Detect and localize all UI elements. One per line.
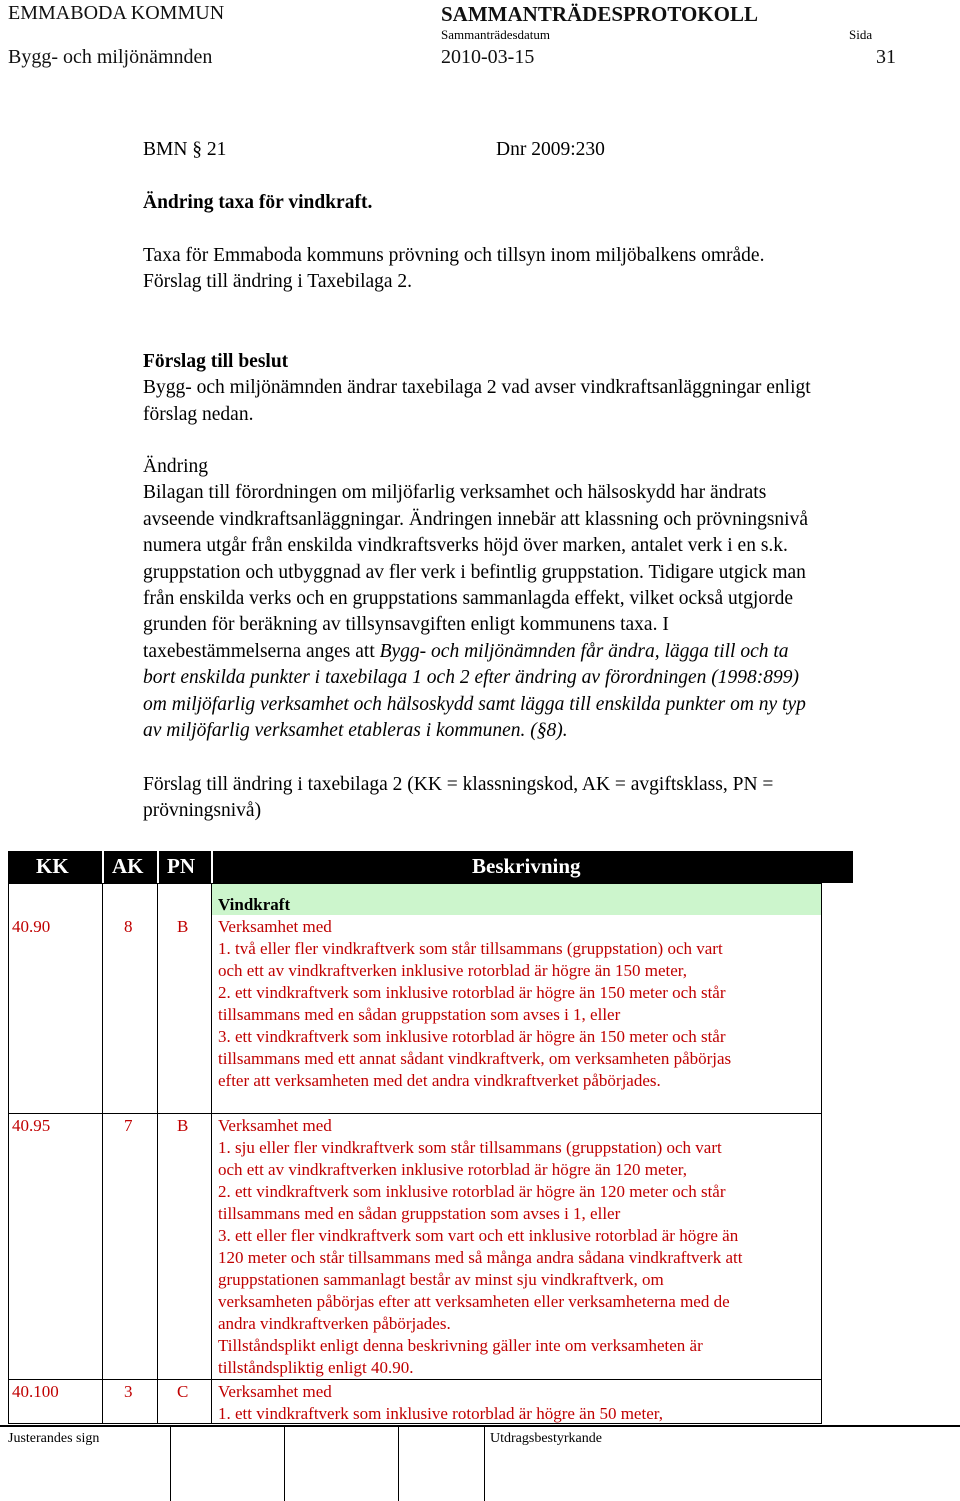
change-italic-line: om miljöfarlig verksamhet och hälsoskydd samt lägga till enskilda punkter om ny typ bbox=[143, 693, 806, 715]
row-lead: Verksamhet med bbox=[218, 1116, 332, 1135]
row-line: Tillståndsplikt enligt denna beskrivning gäller inte om verksamheten är bbox=[218, 1336, 703, 1355]
committee-name: Bygg- och miljönämnden bbox=[8, 46, 213, 68]
case-title: Ändring taxa för vindkraft. bbox=[143, 192, 373, 213]
intro-line: Förslag till ändring i Taxebilaga 2. bbox=[143, 271, 413, 293]
table-intro bbox=[143, 772, 943, 825]
change-section bbox=[143, 454, 943, 744]
row-lead: Verksamhet med bbox=[218, 1382, 332, 1401]
header-divider bbox=[102, 851, 104, 883]
row-line: andra vindkraftverken påbörjades. bbox=[218, 1314, 451, 1333]
fee-table bbox=[8, 883, 822, 1424]
change-line: Bilagan till förordningen om miljöfarlig verksamhet och hälsoskydd har ändrats bbox=[143, 482, 767, 504]
header-desc: Beskrivning bbox=[472, 854, 581, 878]
table-intro-line: Förslag till ändring i taxebilaga 2 (KK = klassningskod, AK = avgiftsklass, PN = bbox=[143, 774, 774, 795]
header-ak: AK bbox=[112, 854, 144, 878]
row-description bbox=[218, 1381, 818, 1425]
row-kk: 40.90 bbox=[12, 917, 51, 936]
row-pn: B bbox=[177, 917, 189, 936]
row-kk: 40.100 bbox=[12, 1382, 59, 1401]
row-line: tillsammans med ett annat sådant vindkraftverk, om verksamheten påbörjas bbox=[218, 1049, 732, 1068]
row-ak: 8 bbox=[124, 917, 133, 936]
row-lead: Verksamhet med bbox=[218, 917, 332, 936]
row-line: och ett av vindkraftverken inklusive rotorblad är högre än 120 meter, bbox=[218, 1160, 688, 1179]
row-pn: C bbox=[177, 1382, 189, 1401]
row-line: 3. ett eller fler vindkraftverk som vart och ett inklusive rotorblad är högre än bbox=[218, 1226, 739, 1245]
case-intro bbox=[143, 243, 943, 296]
change-line: grunden för beräkning av tillsynsavgiften enligt kommunens taxa. I bbox=[143, 614, 669, 636]
date-label: Sammanträdesdatum bbox=[441, 27, 551, 42]
footer-divider bbox=[484, 1427, 485, 1501]
header-divider bbox=[157, 851, 159, 883]
footer-sign-label: Justerandes sign bbox=[8, 1431, 100, 1446]
footer-divider bbox=[170, 1427, 171, 1501]
row-line: tillståndspliktig enligt 40.90. bbox=[218, 1358, 414, 1377]
change-line: gruppstation och utbyggnad av fler verk i befintlig gruppstation. Tidigare utgick man bbox=[143, 561, 806, 583]
row-line: tillsammans med en sådan gruppstation som avses i 1, eller bbox=[218, 1204, 621, 1223]
change-line: från enskilda verks och en gruppstations sammanlagda effekt, vilket också utgjorde bbox=[143, 588, 793, 610]
row-line: verksamheten påbörjas efter att verksamheten eller verksamheterna med de bbox=[218, 1292, 730, 1311]
footer-cert-label: Utdragsbestyrkande bbox=[490, 1431, 602, 1446]
grid-line bbox=[211, 883, 212, 1424]
section-title: Vindkraft bbox=[218, 895, 291, 914]
header-divider bbox=[211, 851, 213, 883]
row-line: 3. ett vindkraftverk som inklusive rotorblad är högre än 150 meter och står bbox=[218, 1027, 726, 1046]
row-line: tillsammans med en sådan gruppstation som avses i 1, eller bbox=[218, 1005, 621, 1024]
section-row-bg bbox=[211, 883, 822, 915]
footer-divider bbox=[284, 1427, 285, 1501]
change-italic-line: av miljöfarlig verksamhet etableras i kommunen. (§8). bbox=[143, 720, 568, 742]
change-italic-line: bort enskilda punkter i taxebilaga 1 och 2 efter ändring av förordningen (1998:899) bbox=[143, 667, 800, 689]
change-line: avseende vindkraftsanläggningar. Ändringen innebär att klassning och prövningsnivå bbox=[143, 508, 808, 530]
proposal-line: förslag nedan. bbox=[143, 403, 254, 425]
row-line: efter att verksamheten med det andra vindkraftverket påbörjades. bbox=[218, 1071, 661, 1090]
header-pn: PN bbox=[167, 854, 195, 878]
org-name: EMMABODA KOMMUN bbox=[8, 2, 225, 24]
proposal-section bbox=[143, 349, 943, 428]
table-intro-line: prövningsnivå) bbox=[143, 800, 262, 822]
proposal-heading: Förslag till beslut bbox=[143, 351, 289, 372]
change-italic: Bygg- och miljönämnden får ändra, lägga till och ta bbox=[379, 640, 789, 662]
proposal-line: Bygg- och miljönämnden ändrar taxebilaga 2 vad avser vindkraftsanläggningar enligt bbox=[143, 377, 811, 399]
grid-line bbox=[8, 1113, 822, 1114]
row-line: 1. ett vindkraftverk som inklusive rotorblad är högre än 50 meter, bbox=[218, 1404, 663, 1423]
change-line-mixed bbox=[143, 639, 943, 665]
row-line: 2. ett vindkraftverk som inklusive rotorblad är högre än 120 meter och står bbox=[218, 1182, 726, 1201]
row-line: 2. ett vindkraftverk som inklusive rotorblad är högre än 150 meter och står bbox=[218, 983, 726, 1002]
grid-line bbox=[8, 1379, 822, 1380]
grid-line bbox=[102, 883, 103, 1424]
row-line: gruppstationen sammanlagt består av minst sju vindkraftverk, om bbox=[218, 1270, 664, 1289]
row-pn: B bbox=[177, 1116, 189, 1135]
row-kk: 40.95 bbox=[12, 1116, 51, 1135]
row-ak: 3 bbox=[124, 1382, 133, 1401]
grid-line bbox=[8, 883, 822, 884]
footer-rule bbox=[0, 1425, 960, 1427]
header-kk: KK bbox=[36, 854, 69, 878]
row-line: 1. två eller fler vindkraftverk som står tillsammans (gruppstation) och vart bbox=[218, 939, 723, 958]
row-description bbox=[218, 916, 818, 1092]
change-heading: Ändring bbox=[143, 456, 208, 477]
page-label: Sida bbox=[849, 27, 873, 42]
row-line: 120 meter och står tillsammans med så många andra sådana vindkraftverk att bbox=[218, 1248, 743, 1267]
doc-type: SAMMANTRÄDESPROTOKOLL bbox=[441, 2, 758, 26]
intro-line: Taxa för Emmaboda kommuns prövning och tillsyn inom miljöbalkens område. bbox=[143, 245, 765, 266]
grid-line bbox=[157, 883, 158, 1424]
row-ak: 7 bbox=[124, 1116, 133, 1135]
row-line: och ett av vindkraftverken inklusive rotorblad är högre än 150 meter, bbox=[218, 961, 688, 980]
change-plain: taxebestämmelserna anges att bbox=[143, 640, 380, 662]
footer-divider bbox=[398, 1427, 399, 1501]
case-dnr: Dnr 2009:230 bbox=[496, 139, 605, 160]
row-line: 1. sju eller fler vindkraftverk som står tillsammans (gruppstation) och vart bbox=[218, 1138, 722, 1157]
case-ref: BMN § 21 bbox=[143, 139, 227, 160]
change-line: numera utgår från enskilda vindkraftsverks höjd över marken, antalet verk i en s.k. bbox=[143, 535, 788, 557]
meeting-date: 2010-03-15 bbox=[441, 46, 535, 68]
grid-line bbox=[8, 883, 9, 1424]
table-header bbox=[8, 851, 853, 883]
grid-line bbox=[821, 883, 822, 1424]
page-number: 31 bbox=[876, 46, 896, 68]
row-description bbox=[218, 1115, 818, 1379]
